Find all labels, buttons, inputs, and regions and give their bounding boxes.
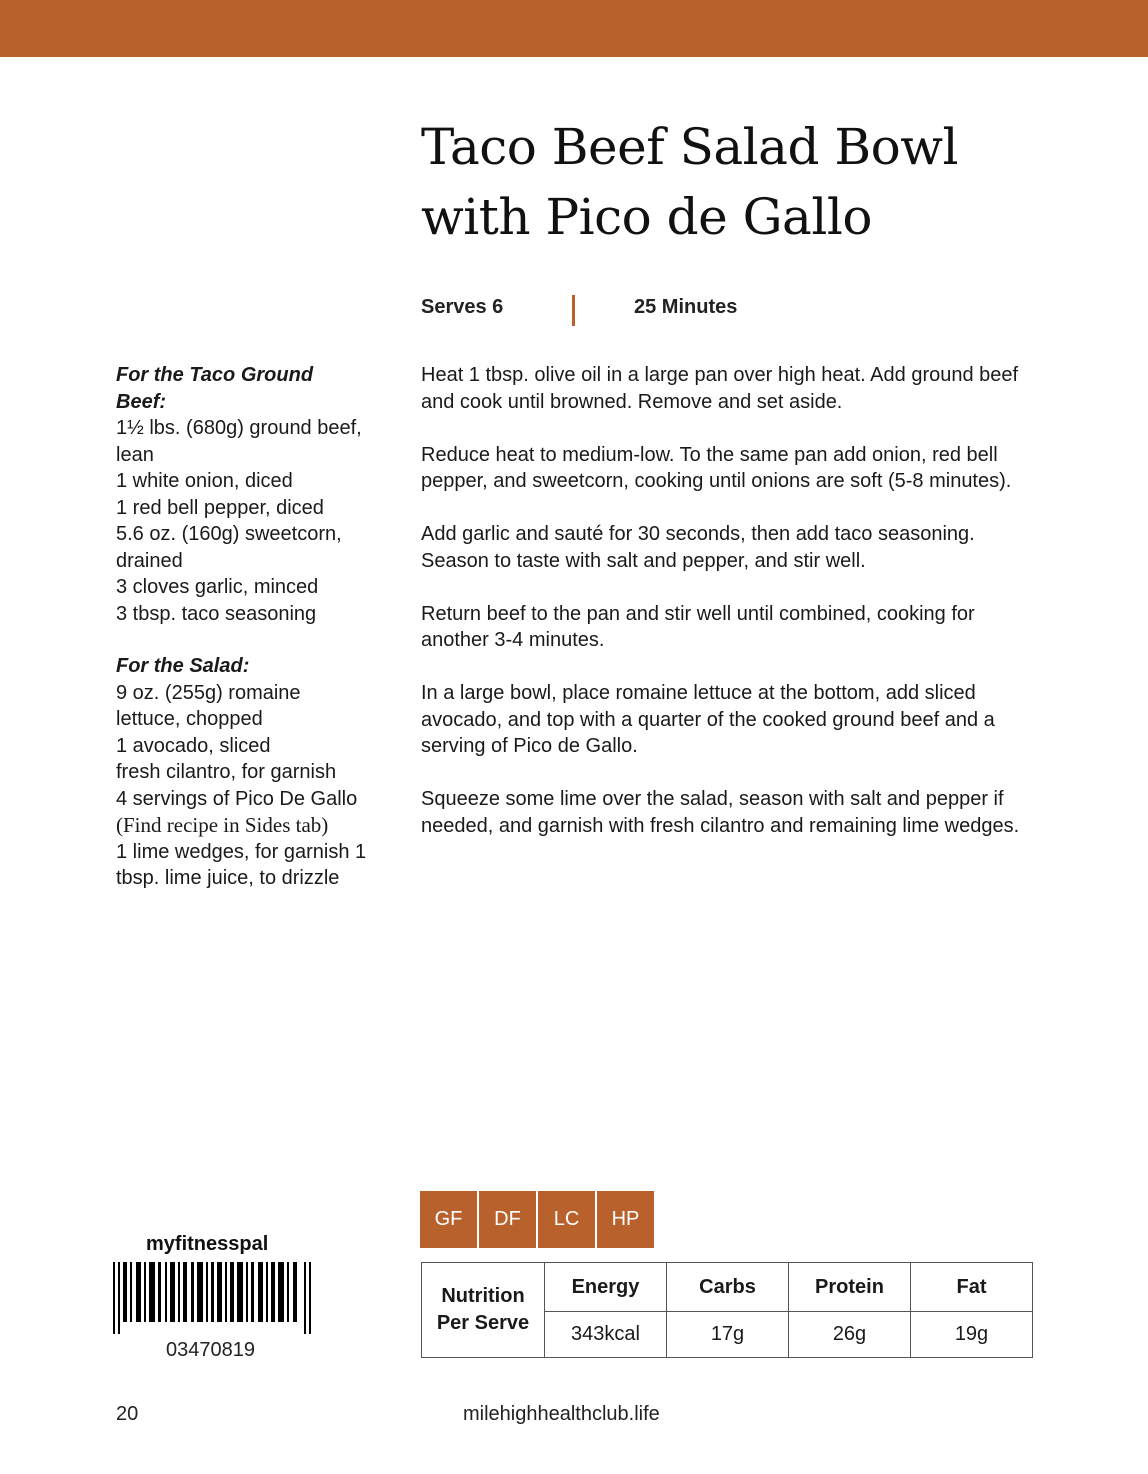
ingredient-item: 1½ lbs. (680g) ground beef, [116, 417, 362, 439]
diet-tag-lc: LC [538, 1191, 595, 1248]
method-step: Reduce heat to medium-low. To the same pan add onion, red bell pepper, and sweetcorn, cooking until onions are soft (5-8 minutes). [421, 443, 1012, 492]
nutrition-value-protein: 26g [789, 1312, 911, 1358]
method-step: In a large bowl, place romaine lettuce at the bottom, add sliced avocado, and top with a quarter of the cooked ground beef and a serving of Pico de Gallo. [421, 682, 995, 757]
method-steps [421, 362, 1046, 866]
ingredient-item: 3 tbsp. taco seasoning [116, 602, 317, 625]
ingredient-item: 1 red bell pepper, diced [116, 496, 324, 519]
ingredient-heading: For the Salad: [116, 655, 250, 677]
method-step: Squeeze some lime over the salad, season with salt and pepper if needed, and garnish with fresh cilantro and remaining lime wedges. [421, 788, 1020, 837]
ingredient-item: 1 lime wedges, for garnish 1 [116, 840, 367, 863]
ingredient-heading: Beef: [116, 390, 167, 413]
nutrition-header-row [422, 1263, 1033, 1312]
recipe-title-line-2: with Pico de Gallo [421, 188, 872, 246]
ingredient-group-taco-beef [116, 362, 401, 627]
nutrition-header-carbs: Carbs [667, 1263, 789, 1312]
top-accent-bar [0, 0, 1148, 57]
ingredient-item: tbsp. lime juice, to drizzle [116, 867, 340, 889]
method-step: Heat 1 tbsp. olive oil in a large pan over high heat. Add ground beef and cook until browned. Remove and set aside. [421, 364, 1019, 413]
diet-tag-df: DF [479, 1191, 536, 1248]
ingredient-item: 4 servings of Pico De Gallo [116, 787, 358, 810]
recipe-title-line-1: Taco Beef Salad Bowl [421, 118, 958, 176]
ingredient-item: fresh cilantro, for garnish [116, 761, 337, 783]
nutrition-header-fat: Fat [911, 1263, 1033, 1312]
ingredient-item: drained [116, 549, 183, 572]
ingredient-item: 5.6 oz. (160g) sweetcorn, [116, 523, 342, 545]
ingredient-heading: For the Taco Ground [116, 364, 314, 386]
diet-tag-gf: GF [420, 1191, 477, 1248]
method-step: Return beef to the pan and stir well until combined, cooking for another 3-4 minutes. [421, 602, 975, 651]
ingredient-group-salad [116, 653, 401, 892]
nutrition-value-carbs: 17g [667, 1312, 789, 1358]
ingredient-item: 1 white onion, diced [116, 470, 293, 492]
page-number: 20 [116, 1403, 139, 1425]
nutrition-header-protein: Protein [789, 1263, 911, 1312]
barcode-number: 03470819 [166, 1339, 255, 1361]
ingredient-note: (Find recipe in Sides tab) [116, 813, 329, 837]
serves-count: Serves 6 [421, 296, 504, 318]
ingredients-list [116, 362, 401, 918]
nutrition-value-energy: 343kcal [545, 1312, 667, 1358]
diet-tag-hp: HP [597, 1191, 654, 1248]
barcode-icon [113, 1262, 313, 1334]
nutrition-value-fat: 19g [911, 1312, 1033, 1358]
myfitnesspal-label: myfitnesspal [146, 1233, 269, 1255]
ingredient-item: lettuce, chopped [116, 708, 263, 730]
nutrition-table [421, 1262, 1033, 1358]
ingredient-item: 3 cloves garlic, minced [116, 576, 319, 598]
method-step: Add garlic and sauté for 30 seconds, then add taco seasoning. Season to taste with salt and pepper, and stir well. [421, 523, 975, 572]
ingredient-item: 9 oz. (255g) romaine [116, 681, 301, 704]
cook-time: 25 Minutes [634, 296, 738, 318]
nutrition-header-energy: Energy [545, 1263, 667, 1312]
nutrition-label: Nutrition Per Serve [422, 1263, 545, 1358]
ingredient-item: lean [116, 443, 154, 466]
footer-url: milehighhealthclub.life [463, 1403, 660, 1425]
meta-divider [572, 295, 575, 326]
ingredient-item: 1 avocado, sliced [116, 734, 271, 757]
diet-tags [420, 1191, 656, 1248]
recipe-title [421, 112, 1101, 252]
